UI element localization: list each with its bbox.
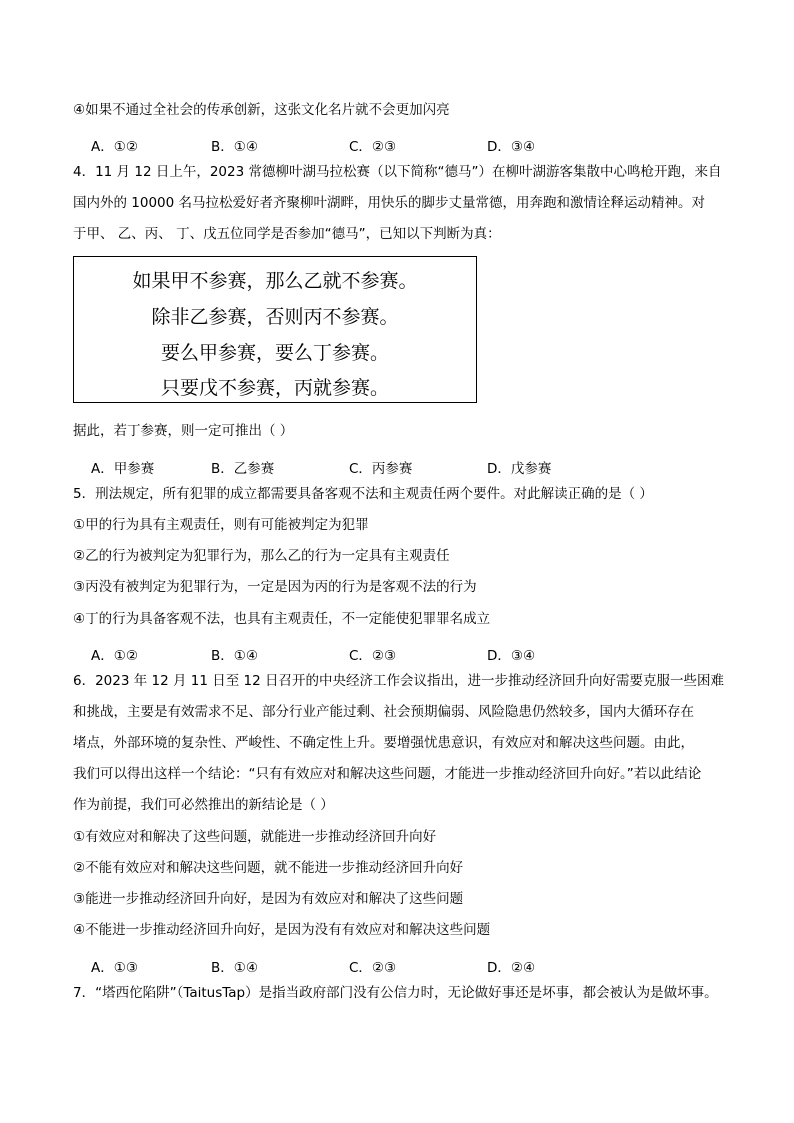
q5-option-a: A．①② <box>91 648 138 664</box>
q6-option-c: C．②③ <box>349 960 397 976</box>
q4-options <box>91 457 691 477</box>
q4-premise-box <box>73 256 477 403</box>
q5-item-4: ④丁的行为具备客观不法，也具有主观责任，不一定能使犯罪罪名成立 <box>73 611 491 627</box>
q4-premise-1: 如果甲不参赛，那么乙就不参赛。 <box>132 270 418 292</box>
q4-premise-4: 只要戊不参赛，丙就参赛。 <box>160 377 389 399</box>
q5-options <box>91 644 691 664</box>
q5-item-2: ②乙的行为被判定为犯罪行为，那么乙的行为一定具有主观责任 <box>73 548 450 564</box>
q5-option-c: C．②③ <box>349 648 397 664</box>
q4-stem-line-2: 国内外的 10000 名马拉松爱好者齐聚柳叶湖畔，用快乐的脚步丈量常德，用奔跑和激情诠释运动精神。对 <box>73 195 706 211</box>
q4-question: 据此，若丁参赛，则一定可推出（ ） <box>73 423 294 439</box>
q6-option-d: D．②④ <box>487 960 536 976</box>
q6-item-1: ①有效应对和解决了这些问题，就能进一步推动经济回升向好 <box>73 829 437 845</box>
q6-stem-line-1: 6．2023 年 12 月 11 日至 12 日召开的中央经济工作会议指出，进一步推动经济回升向好需要克服一些困难 <box>73 673 725 689</box>
q4-premise-3: 要么甲参赛，要么丁参赛。 <box>160 342 389 364</box>
q4-option-c: C．丙参赛 <box>349 461 413 477</box>
q6-stem-line-5: 作为前提，我们可必然推出的新结论是（ ） <box>73 797 334 813</box>
q3-option-a: A．①② <box>91 139 138 155</box>
q3-option-d: D．③④ <box>487 139 536 155</box>
q3-options <box>91 135 691 155</box>
q5-item-3: ③丙没有被判定为犯罪行为，一定是因为丙的行为是客观不法的行为 <box>73 579 477 595</box>
q7-stem-line-1: 7．“塔西佗陷阱”（TaitusTap）是指当政府部门没有公信力时，无论做好事还是坏事，都会被认为是做坏事。 <box>73 985 718 1001</box>
q6-stem-line-4: 我们可以得出这样一个结论：“只有有效应对和解决这些问题，才能进一步推动经济回升向好。”若以此结论 <box>73 766 702 782</box>
q6-options <box>91 956 691 976</box>
q6-stem-line-3: 堵点，外部环境的复杂性、严峻性、不确定性上升。要增强忧患意识，有效应对和解决这些问题。由此， <box>73 735 694 751</box>
q6-option-a: A．①③ <box>91 960 138 976</box>
q6-item-2: ②不能有效应对和解决这些问题，就不能进一步推动经济回升向好 <box>73 860 464 876</box>
q6-item-3: ③能进一步推动经济回升向好，是因为有效应对和解决了这些问题 <box>73 891 464 907</box>
q5-stem: 5．刑法规定，所有犯罪的成立都需要具备客观不法和主观责任两个要件。对此解读正确的是（ ） <box>73 486 653 502</box>
q6-stem-line-2: 和挑战，主要是有效需求不足、部分行业产能过剩、社会预期偏弱、风险隐患仍然较多，国内大循环存在 <box>73 704 694 720</box>
q3-item-4: ④如果不通过全社会的传承创新，这张文化名片就不会更加闪亮 <box>73 102 450 118</box>
q6-item-4: ④不能进一步推动经济回升向好，是因为没有有效应对和解决这些问题 <box>73 922 491 938</box>
q4-option-a: A．甲参赛 <box>91 461 155 477</box>
q4-option-b: B．乙参赛 <box>211 461 275 477</box>
q3-option-c: C．②③ <box>349 139 397 155</box>
q4-premise-2: 除非乙参赛，否则丙不参赛。 <box>151 306 399 328</box>
q4-option-d: D．戊参赛 <box>487 461 552 477</box>
q6-option-b: B．①④ <box>211 960 258 976</box>
q5-item-1: ①甲的行为具有主观责任，则有可能被判定为犯罪 <box>73 517 369 533</box>
q5-option-d: D．③④ <box>487 648 536 664</box>
q3-option-b: B．①④ <box>211 139 258 155</box>
q5-option-b: B．①④ <box>211 648 258 664</box>
q4-stem-line-1: 4．11 月 12 日上午，2023 常德柳叶湖马拉松赛（以下简称“德马”）在柳叶湖游客集散中心鸣枪开跑，来自 <box>73 164 722 180</box>
q4-stem-line-3: 于甲、 乙、丙、 丁、戊五位同学是否参加“德马”，已知以下判断为真： <box>73 226 501 242</box>
